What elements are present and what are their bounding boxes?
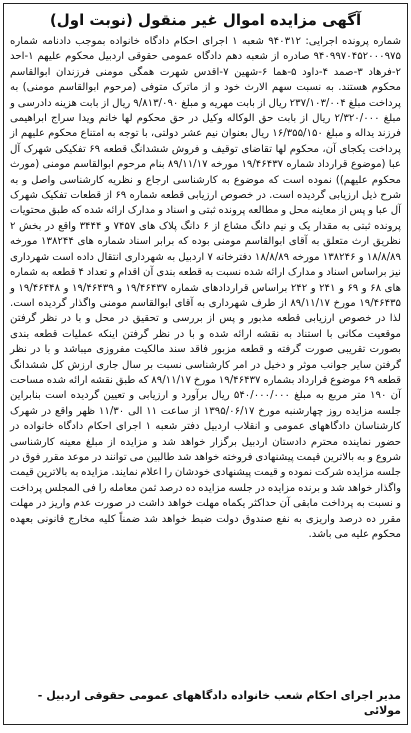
notice-box: [3, 3, 408, 725]
notice-title: آگهی مزایده اموال غیر منقول (نوبت اول): [49, 11, 362, 29]
notice-paragraph: شماره پرونده اجرایی: ۹۴۰۳۱۲ شعبه ۱ اجرای احکام دادگاه خانواده بموجب دادنامه شماره ۹۴۰۹۹۷۰۴۵۲۰۰۰۹۷۵ صادره از شعبه دهم دادگاه عمومی حقوقی اردبیل محکوم علیهم ۱-احد ۲-فرهاد ۳-صمد ۴-داود ۵-هما ۶-شهین ۷-اقدس شهرت همگی مومنی فرزندان ابوالقاسم محکوم هستند. به نسبت سهم الارث خود و از ماترک متوفی (مرحوم ابوالقاسم مومنی) به پرداخت مبلغ ۲۳۷/۱۰۳/۰۰۴ ریال از بابت مهریه و مبلغ ۹/۸۱۳/۰۹۰ ریال از بابت هزینه دادرسی و مبلغ ۲/۳۲۰/۰۰۰ ریال از بابت حق الوکاله وکیل در حق محکوم لها خانم ویدا سراج ابراهیمی فرزند یداله و مبلغ ۱۶/۳۵۵/۱۵۰ ریال بعنوان نیم عشر دولتی، با توجه به امتناع محکوم علیهم از پرداخت یکجای آن، محکوم لها تقاضای توقیف و فروش ششدانگ قطعه ۶۹ تفکیکی شهرک آل عبا (موضوع قرارداد شماره ۱۹/۴۶۴۳۷ مورخه ۸۹/۱۱/۱۷ بنام مرحوم ابوالقاسم مومنی (مورث محکوم علیهم)) نموده است که موضوع به کارشناسی ارجاع و نظریه کارشناسی واصل و به شرح ذیل ارزیابی گردیده است. در خصوص ارزیابی قطعه شماره ۶۹ از قطعات تفکیک شهرک آل عبا و پس از معاینه محل و مطالعه پرونده ثبتی و اسناد و مدارک ارائه شده که طبق محتویات پرونده ثبتی به مقدار یک و نیم دانگ مشاع از ۶ دانگ پلاک های ۷۴۵۷ و ۳۴۴۴ واقع در بخش ۲ نظریق ارث متعلق به آقای ابوالقاسم مومنی بوده که برابر اسناد شماره های ۱۳۸۲۴۴ مورخه ۱۸/۸/۸۹ و ۱۳۸۲۴۶ مورخه ۱۸/۸/۸۹ دفترخانه ۷ اردبیل به شهرداری انتقال داده است شهرداری نیز براساس اسناد و مدارک ارائه شده نسبت به قطعه بندی آن اقدام و تعداد ۴ قطعه به شماره های ۶۸ و ۶۹ و ۲۴۱ و ۲۴۲ براساس قراردادهای شماره ۱۹/۴۶۴۳۷ و ۱۹/۴۶۴۳۹ و ۱۹/۴۶۴۴۸ و ۱۹/۴۶۴۳۵ مورخ ۸۹/۱۱/۱۷ از طرف شهرداری به آقای ابوالقاسم مومنی واگذار گردیده است. لذا در خصوص ارزیابی قطعه مذبور و پس از بررسی و تحقیق در محل و با در نظر گرفتن موقعیت مکانی با استناد به نقشه ارائه شده و با در نظر گرفتن اینکه عملیات قطعه بندی بصورت تقریبی صورت گرفته و قطعه مزبور فاقد سند مالکیت مفروزی میباشد و با در نظر گرفتن سایر جوانب موثر و دخیل در امر کارشناسی نسبت بر سال جاری ارزش کل ششدانگ قطعه ۶۹ موضوع قرارداد بشماره ۱۹/۴۶۴۳۷ مورخ ۸۹/۱۱/۱۷ که طبق نقشه ارائه شده مساحت آن ۱۹۰ متر مربع به مبلغ ۵۴۰/۰۰۰/۰۰۰ ریال برآورد و ارزیابی و تعیین گردیده است بنابراین جلسه مزایده روز چهارشنبه مورخ ۱۳۹۵/۰۶/۱۷ از ساعت ۱۱ الی ۱۱/۳۰ ظهر واقع در شهرک کارشناسان دادگاههای عمومی و انقلاب اردبیل دفتر شعبه ۱ اجرای احکام دادگاه خانواده در حضور نماینده محترم دادستان اردبیل برگزار خواهد شد و مزایده از مبلغ معینه کارشناسی شروع و به بالاترین قیمت پیشنهادی فروخته خواهد شد طالبین می توانند در موعد مقرر فوق در جلسه مزایده شرکت نموده و قیمت پیشنهادی خودشان را اعلام نمایند. مزایده به بالاترین قیمت واگذار خواهد شد و برنده مزایده در جلسه مزایده ده درصد ثمن معامله را فی المجلس پرداخت و نسبت به پرداخت مابقی آن حداکثر یکماه مهلت خواهد داشت در صورت عدم واریز در مهلت مقرر ده درصد واریزی به نفع صندوق دولت ضبط خواهد شد ضمناً کلیه مخارج قانونی بعهده محکوم علیه می باشد.: [10, 36, 402, 540]
notice-body: [10, 34, 401, 542]
notice-signature: مدیر اجرای احکام شعب خانواده دادگاههای عمومی حقوقی اردبیل - مولائی: [37, 689, 401, 717]
